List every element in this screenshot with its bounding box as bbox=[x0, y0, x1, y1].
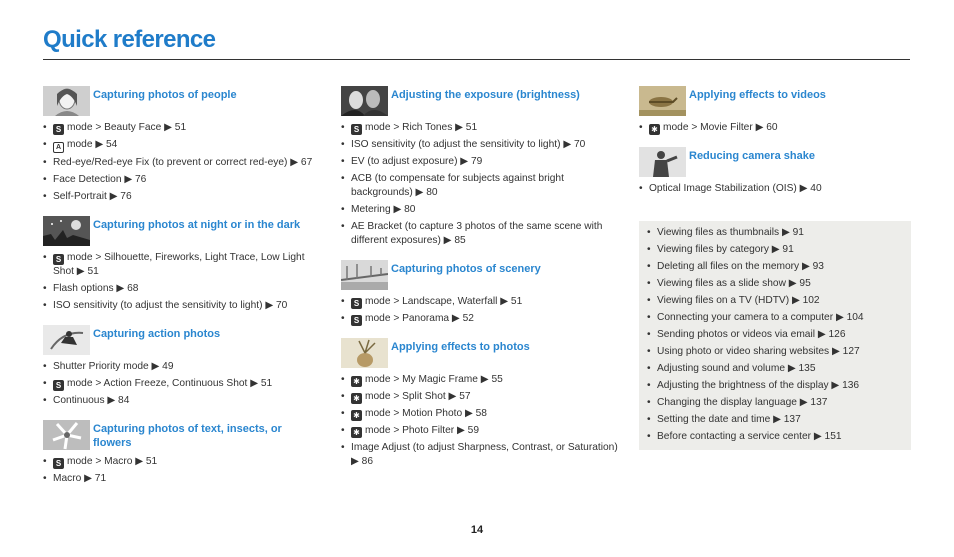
list-item[interactable]: • ISO sensitivity (to adjust the sensitivity to light) ▶ 70 bbox=[341, 138, 618, 152]
list-item[interactable]: • Adjusting sound and volume ▶ 135 bbox=[647, 362, 905, 376]
smart-mode-icon: S bbox=[53, 254, 64, 265]
list-item[interactable]: • S mode > Rich Tones ▶ 51 bbox=[341, 121, 618, 135]
list-item[interactable]: • S mode > Beauty Face ▶ 51 bbox=[43, 121, 318, 135]
list-item[interactable]: • AE Bracket (to capture 3 photos of the same scene with different exposures) ▶ 85 bbox=[341, 220, 618, 248]
list-item[interactable]: • Sending photos or videos via email ▶ 126 bbox=[647, 328, 905, 342]
list-item[interactable]: • Shutter Priority mode ▶ 49 bbox=[43, 360, 318, 374]
page-number: 14 bbox=[470, 524, 484, 536]
list-item[interactable]: • S mode > Landscape, Waterfall ▶ 51 bbox=[341, 295, 618, 309]
list-item[interactable]: • ✱ mode > Photo Filter ▶ 59 bbox=[341, 424, 618, 438]
page-title: Quick reference bbox=[43, 26, 216, 53]
list-item[interactable]: • Optical Image Stabilization (OIS) ▶ 40 bbox=[639, 182, 911, 196]
scenery-photo-icon bbox=[341, 260, 388, 290]
list-item[interactable]: • Flash options ▶ 68 bbox=[43, 282, 318, 296]
flower-photo-icon bbox=[43, 420, 90, 450]
column-1 bbox=[43, 86, 318, 489]
smart-mode-icon: S bbox=[53, 458, 64, 469]
list-item[interactable]: • ✱ mode > Motion Photo ▶ 58 bbox=[341, 407, 618, 421]
exposure-photo-icon bbox=[341, 86, 388, 116]
section-title: Capturing photos of scenery bbox=[391, 263, 541, 275]
night-photo-icon bbox=[43, 216, 90, 246]
list-item[interactable]: • Image Adjust (to adjust Sharpness, Contrast, or Saturation) ▶ 86 bbox=[341, 441, 618, 469]
list-item[interactable]: • Adjusting the brightness of the display ▶ 136 bbox=[647, 379, 905, 393]
list-item[interactable]: • S mode > Macro ▶ 51 bbox=[43, 455, 318, 469]
list-item[interactable]: • Face Detection ▶ 76 bbox=[43, 173, 318, 187]
list-item[interactable]: • Red-eye/Red-eye Fix (to prevent or correct red-eye) ▶ 67 bbox=[43, 156, 318, 170]
portrait-photo-icon bbox=[43, 86, 90, 116]
section-title: Applying effects to videos bbox=[689, 89, 826, 101]
section-title: Reducing camera shake bbox=[689, 150, 815, 162]
section-macro bbox=[43, 420, 318, 486]
section-title: Capturing photos of people bbox=[93, 89, 237, 101]
list-item[interactable]: • Changing the display language ▶ 137 bbox=[647, 396, 905, 410]
smart-mode-icon: S bbox=[351, 124, 362, 135]
list-item[interactable]: • A mode ▶ 54 bbox=[43, 138, 318, 153]
magic-mode-icon: ✱ bbox=[351, 393, 362, 404]
section-title: Capturing action photos bbox=[93, 328, 221, 340]
list-item[interactable]: • Metering ▶ 80 bbox=[341, 203, 618, 217]
list-item[interactable]: • Deleting all files on the memory ▶ 93 bbox=[647, 260, 905, 274]
list-item[interactable]: • Viewing files by category ▶ 91 bbox=[647, 243, 905, 257]
list-item[interactable]: • ISO sensitivity (to adjust the sensitivity to light) ▶ 70 bbox=[43, 299, 318, 313]
section-night bbox=[43, 216, 318, 313]
section-title: Adjusting the exposure (brightness) bbox=[391, 89, 580, 101]
list-item[interactable]: • Using photo or video sharing websites ▶ 127 bbox=[647, 345, 905, 359]
list-item[interactable]: • Viewing files on a TV (HDTV) ▶ 102 bbox=[647, 294, 905, 308]
smart-mode-icon: S bbox=[351, 315, 362, 326]
list-item[interactable]: • Macro ▶ 71 bbox=[43, 472, 318, 486]
list-item[interactable]: • Viewing files as thumbnails ▶ 91 bbox=[647, 226, 905, 240]
section-people bbox=[43, 86, 318, 204]
list-item[interactable]: • ✱ mode > My Magic Frame ▶ 55 bbox=[341, 373, 618, 387]
list-item[interactable]: • EV (to adjust exposure) ▶ 79 bbox=[341, 155, 618, 169]
section-scenery bbox=[341, 260, 618, 326]
camera-shake-photo-icon bbox=[639, 147, 686, 177]
smart-mode-icon: S bbox=[351, 298, 362, 309]
smart-mode-icon: S bbox=[53, 380, 64, 391]
list-item[interactable]: • ACB (to compensate for subjects against bright backgrounds) ▶ 80 bbox=[341, 172, 618, 200]
column-2 bbox=[341, 86, 618, 472]
effects-photo-icon bbox=[341, 338, 388, 368]
list-item[interactable]: • Setting the date and time ▶ 137 bbox=[647, 413, 905, 427]
section-camera-shake bbox=[639, 147, 911, 196]
list-item[interactable]: • ✱ mode > Movie Filter ▶ 60 bbox=[639, 121, 911, 135]
list-item[interactable]: • Continuous ▶ 84 bbox=[43, 394, 318, 408]
magic-mode-icon: ✱ bbox=[351, 410, 362, 421]
section-exposure bbox=[341, 86, 618, 248]
list-item[interactable]: • S mode > Silhouette, Fireworks, Light Trace, Low Light Shot ▶ 51 bbox=[43, 251, 318, 279]
section-photo-effects bbox=[341, 338, 618, 469]
playback-settings-box bbox=[639, 221, 911, 450]
list-item[interactable]: • S mode > Action Freeze, Continuous Shot ▶ 51 bbox=[43, 377, 318, 391]
list-item[interactable]: • S mode > Panorama ▶ 52 bbox=[341, 312, 618, 326]
video-effects-photo-icon bbox=[639, 86, 686, 116]
magic-mode-icon: ✱ bbox=[351, 376, 362, 387]
action-photo-icon bbox=[43, 325, 90, 355]
auto-mode-icon: A bbox=[53, 142, 64, 153]
list-item[interactable]: • ✱ mode > Split Shot ▶ 57 bbox=[341, 390, 618, 404]
section-title: Capturing photos of text, insects, or flowers bbox=[93, 423, 282, 449]
list-item[interactable]: • Self-Portrait ▶ 76 bbox=[43, 190, 318, 204]
list-item[interactable]: • Before contacting a service center ▶ 151 bbox=[647, 430, 905, 444]
title-divider bbox=[43, 59, 910, 60]
magic-mode-icon: ✱ bbox=[649, 124, 660, 135]
list-item[interactable]: • Connecting your camera to a computer ▶ 104 bbox=[647, 311, 905, 325]
magic-mode-icon: ✱ bbox=[351, 427, 362, 438]
list-item[interactable]: • Viewing files as a slide show ▶ 95 bbox=[647, 277, 905, 291]
section-action bbox=[43, 325, 318, 408]
column-3 bbox=[639, 86, 911, 199]
section-video-effects bbox=[639, 86, 911, 135]
section-title: Applying effects to photos bbox=[391, 341, 530, 353]
section-title: Capturing photos at night or in the dark bbox=[93, 219, 301, 231]
smart-mode-icon: S bbox=[53, 124, 64, 135]
